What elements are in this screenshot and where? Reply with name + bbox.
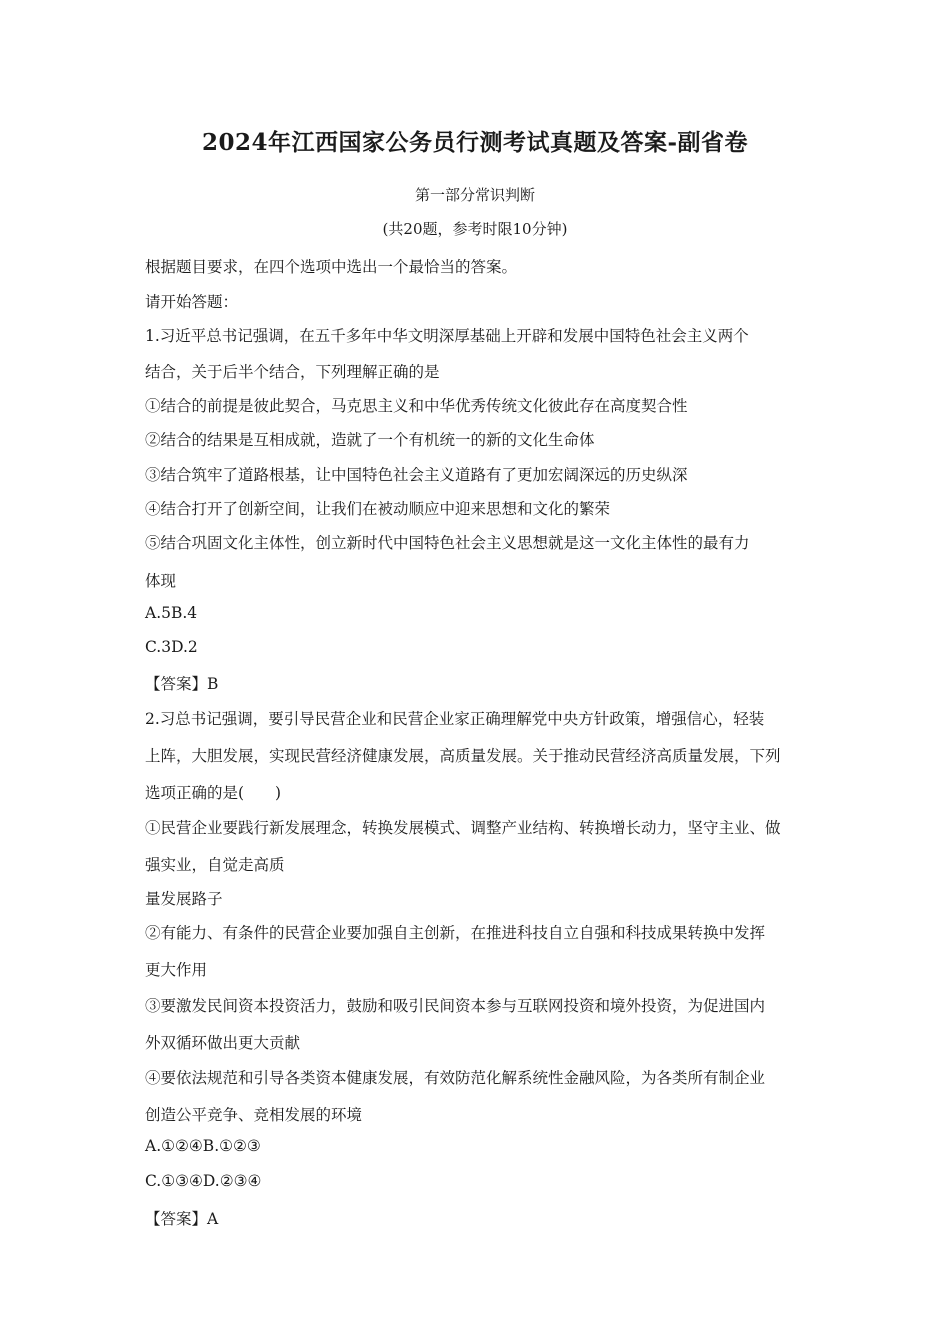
question-2-choices-line-2: C.①③④D.②③④ <box>145 1172 262 1190</box>
question-2-stem-line-2: 上阵，大胆发展，实现民营经济健康发展，高质量发展。关于推动民营经济高质量发展，下列 <box>145 747 781 765</box>
question-2-option-4-line-2: 创造公平竞争、竞相发展的环境 <box>145 1106 363 1124</box>
question-1-option-4: ④结合打开了创新空间，让我们在被动顺应中迎来思想和文化的繁荣 <box>145 500 611 518</box>
document-title: 2024年江西国家公务员行测考试真题及答案-副省卷 <box>201 129 749 156</box>
section-note: (共20题，参考时限10分钟) <box>382 220 568 238</box>
question-2-option-2-line-1: ②有能力、有条件的民营企业要加强自主创新，在推进科技自立自强和科技成果转换中发挥 <box>145 924 766 942</box>
question-1-choices-line-2: C.3D.2 <box>145 638 198 656</box>
question-2-option-1-line-3: 量发展路子 <box>145 890 223 908</box>
question-1-option-5-line-2: 体现 <box>145 572 177 590</box>
question-1-option-1: ①结合的前提是彼此契合，马克思主义和中华优秀传统文化彼此存在高度契合性 <box>145 397 688 415</box>
question-2-option-1-line-2: 强实业，自觉走高质 <box>145 856 285 874</box>
question-1-stem-line-1: 1.习近平总书记强调，在五千多年中华文明深厚基础上开辟和发展中国特色社会主义两个 <box>145 327 749 345</box>
instructions-text: 根据题目要求，在四个选项中选出一个最恰当的答案。 <box>145 258 518 276</box>
question-2-option-2-line-2: 更大作用 <box>145 961 208 979</box>
question-1-choices-line-1: A.5B.4 <box>145 604 198 622</box>
question-2-choices-line-1: A.①②④B.①②③ <box>145 1137 261 1155</box>
question-2-stem-line-1: 2.习总书记强调，要引导民营企业和民营企业家正确理解党中央方针政策，增强信心，轻装 <box>145 710 765 728</box>
question-2-stem-line-3: 选项正确的是( ) <box>145 784 282 802</box>
question-1-stem-line-2: 结合，关于后半个结合，下列理解正确的是 <box>145 363 440 381</box>
question-1-option-5-line-1: ⑤结合巩固文化主体性，创立新时代中国特色社会主义思想就是这一文化主体性的最有力 <box>145 534 750 552</box>
question-2-option-3-line-1: ③要激发民间资本投资活力，鼓励和吸引民间资本参与互联网投资和境外投资，为促进国内 <box>145 997 766 1015</box>
question-1-answer: 【答案】B <box>145 675 219 693</box>
question-2-answer: 【答案】A <box>145 1210 219 1228</box>
section-heading: 第一部分常识判断 <box>414 186 535 204</box>
question-2-option-1-line-1: ①民营企业要践行新发展理念，转换发展模式、调整产业结构、转换增长动力，坚守主业、做 <box>145 819 781 837</box>
question-2-option-4-line-1: ④要依法规范和引导各类资本健康发展，有效防范化解系统性金融风险，为各类所有制企业 <box>145 1069 766 1087</box>
start-text: 请开始答题： <box>145 293 239 311</box>
question-1-option-3: ③结合筑牢了道路根基，让中国特色社会主义道路有了更加宏阔深远的历史纵深 <box>145 466 688 484</box>
question-2-option-3-line-2: 外双循环做出更大贡献 <box>145 1034 301 1052</box>
question-1-option-2: ②结合的结果是互相成就，造就了一个有机统一的新的文化生命体 <box>145 431 595 449</box>
